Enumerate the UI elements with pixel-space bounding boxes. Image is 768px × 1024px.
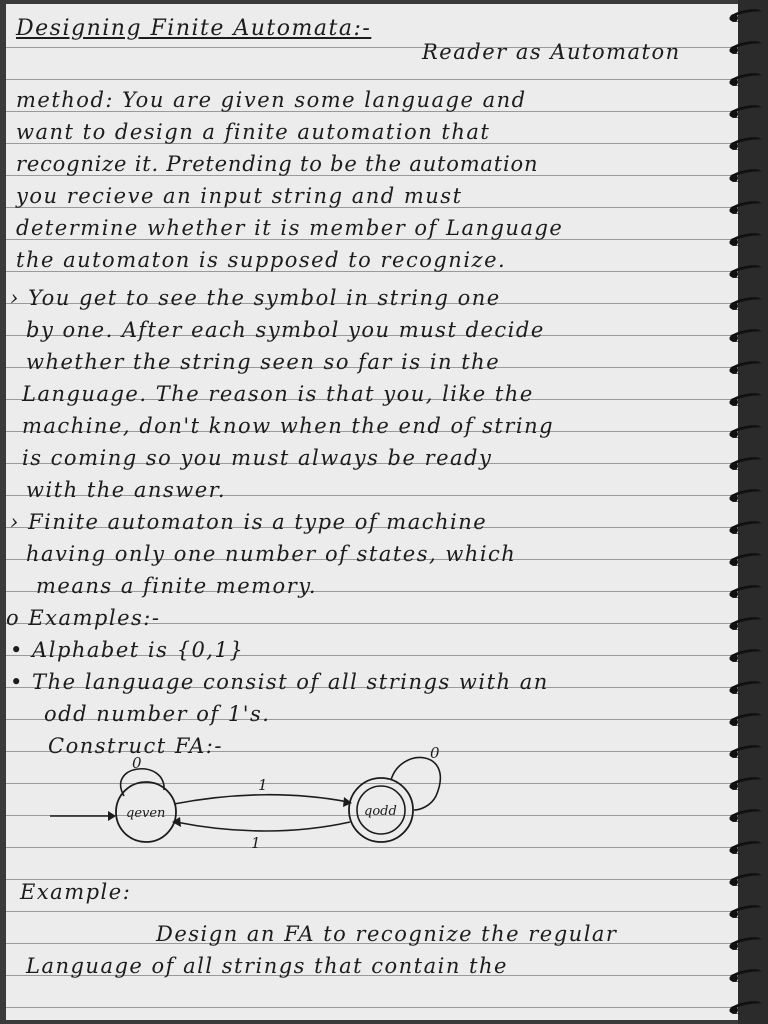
binding-hole xyxy=(730,558,738,566)
binding-hole xyxy=(730,590,738,598)
state-odd-label: qodd xyxy=(364,804,397,819)
text-line: having only one number of states, which xyxy=(26,542,517,566)
binding-hole xyxy=(730,526,738,534)
binding-hole xyxy=(730,14,738,22)
binding-hole xyxy=(730,942,738,950)
text-line: method: You are given some language and xyxy=(16,88,527,112)
loop-even-label: 0 xyxy=(132,754,142,772)
text-line: Language of all strings that contain the xyxy=(26,954,508,978)
text-line: Design an FA to recognize the regular xyxy=(156,922,618,946)
page-title: Designing Finite Automata:- xyxy=(16,16,372,41)
text-line: • The language consist of all strings with an xyxy=(10,670,549,694)
text-line: recognize it. Pretending to be the automation xyxy=(16,152,539,176)
binding-hole xyxy=(730,974,738,982)
example-heading: Example: xyxy=(20,880,132,904)
text-line: is coming so you must always be ready xyxy=(22,446,493,470)
binding-hole xyxy=(730,878,738,886)
binding-hole xyxy=(730,334,738,342)
binding-hole xyxy=(730,174,738,182)
binding-hole xyxy=(730,462,738,470)
text-line: › Finite automaton is a type of machine xyxy=(10,510,488,534)
edge-even-to-odd-label: 1 xyxy=(258,776,268,794)
binding-hole xyxy=(730,718,738,726)
binding-hole xyxy=(730,750,738,758)
binding-hole xyxy=(730,46,738,54)
text-line: Construct FA:- xyxy=(48,734,223,758)
edge-even-to-odd xyxy=(174,795,348,804)
text-line: by one. After each symbol you must decide xyxy=(26,318,545,342)
start-arrow-head xyxy=(108,811,116,821)
binding-hole xyxy=(730,238,738,246)
fa-diagram xyxy=(46,744,466,854)
text-line: means a finite memory. xyxy=(36,574,317,598)
text-line: whether the string seen so far is in the xyxy=(26,350,501,374)
binding-hole xyxy=(730,398,738,406)
binding-hole xyxy=(730,1006,738,1014)
binding-hole xyxy=(730,206,738,214)
binding-hole xyxy=(730,110,738,118)
text-line: Language. The reason is that you, like the xyxy=(22,382,534,406)
binding-hole xyxy=(730,494,738,502)
text-line: want to design a finite automation that xyxy=(16,120,491,144)
edge-odd-to-even xyxy=(176,822,350,831)
binding-hole xyxy=(730,686,738,694)
loop-odd-label: 0 xyxy=(430,744,440,762)
spiral-binding xyxy=(738,0,768,1024)
text-line: › You get to see the symbol in string one xyxy=(10,286,501,310)
text-line: machine, don't know when the end of string xyxy=(22,414,555,438)
binding-hole xyxy=(730,814,738,822)
text-line: odd number of 1's. xyxy=(44,702,271,726)
binding-hole xyxy=(730,270,738,278)
binding-hole xyxy=(730,430,738,438)
text-line: the automaton is supposed to recognize. xyxy=(16,248,507,272)
edge-odd-to-even-label: 1 xyxy=(251,834,261,852)
state-even-label: qeven xyxy=(126,806,166,821)
text-line: o Examples:- xyxy=(6,606,161,630)
text-line: Reader as Automaton xyxy=(422,40,681,64)
binding-hole xyxy=(730,782,738,790)
binding-hole xyxy=(730,302,738,310)
text-line: you recieve an input string and must xyxy=(16,184,463,208)
text-line: with the answer. xyxy=(26,478,227,502)
binding-hole xyxy=(730,142,738,150)
binding-hole xyxy=(730,654,738,662)
binding-hole xyxy=(730,846,738,854)
notebook-page xyxy=(6,4,746,1020)
text-line: determine whether it is member of Language xyxy=(16,216,564,240)
binding-hole xyxy=(730,78,738,86)
text-line: • Alphabet is {0,1} xyxy=(10,638,245,662)
binding-hole xyxy=(730,910,738,918)
binding-hole xyxy=(730,366,738,374)
binding-hole xyxy=(730,622,738,630)
